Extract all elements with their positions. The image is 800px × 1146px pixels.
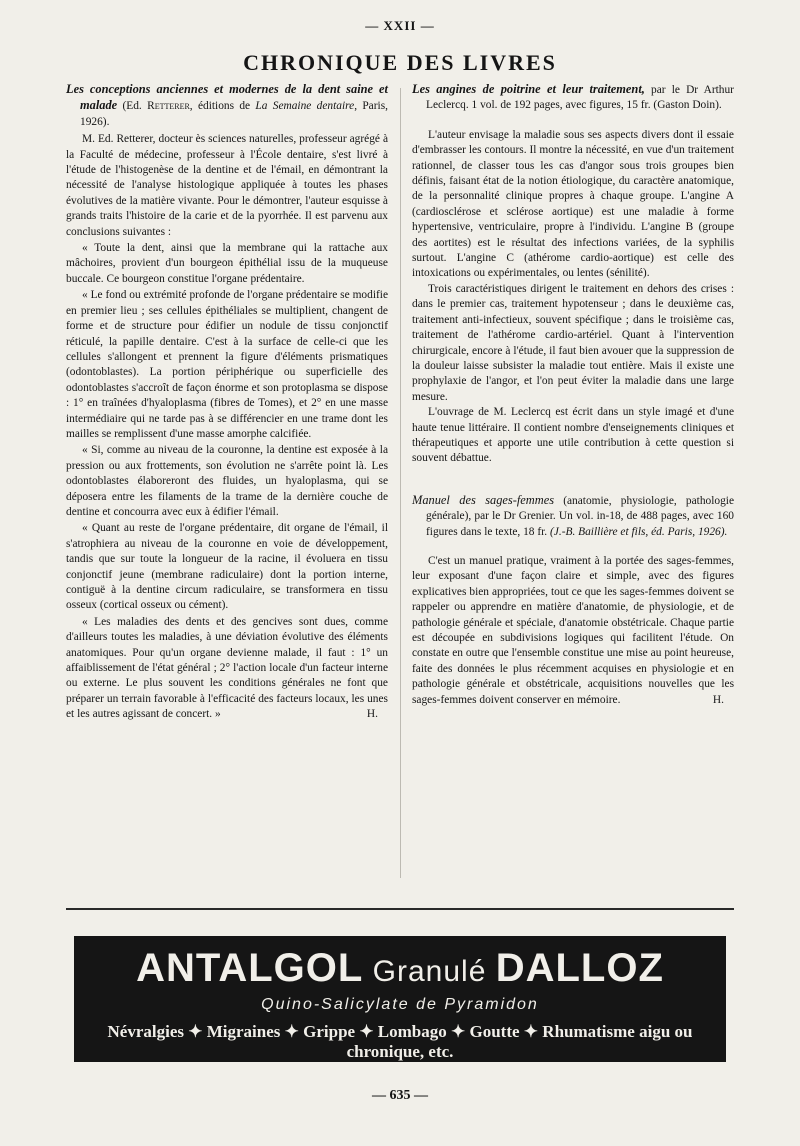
paragraph: L'ouvrage de M. Leclercq est écrit dans un style imagé et d'une haute tenue littéraire. Il contient nombre d'enseignements cliniques et thérapeutiques et apporte une utile contribution à cette question si souvent débattue. [412, 406, 734, 465]
ad-address: Echantillons : DALLOZ & Cie, 13, Boulᵈ de la Chapelle, PARIS [274, 1065, 526, 1074]
signature: H. [712, 693, 724, 706]
paragraph: M. Ed. Retterer, docteur ès sciences naturelles, professeur agrégé à la Faculté de médecine, professeur à l'École dentaire, s'est livré à l'étude de l'histogenèse de la dentine et de l'émail, en démontrant la nécessité de l'analyse histologique appliquée à toutes les phases évolutives de la matière vivante. Pour le démontrer, l'auteur esquisse à grands traits l'histoire de la carie et de la pyorrhée. Il est parvenu aux conclusions suivantes : [66, 133, 388, 238]
section-separator [66, 908, 734, 910]
page-roman-numeral: — XXII — [365, 18, 435, 33]
paragraph: « Le fond ou extrémité profonde de l'organe prédentaire se modifie en premier lieu ; ses cellules épithéliales se multiplient, changent de forme et de structure pour édifier un nodule de tissu conjonctif réticulé, la papille dentaire. C'est à la surface de celle-ci que les cellules s'allongent et prennent la figure d'éléments prismatiques (odontoblastes). La portion périphérique ou superficielle des odontoblastes s'accroît de façon énorme et son protoplasma se dispose : 1° en traînées d'hyaloplasma (fibres de Tomes), et 2° en une masse intermédiaire qui ne tarde pas à se différencier en une trame dont les mailles se remplissent d'une masse amorphe calcifiée. [66, 289, 388, 440]
paragraph: « Toute la dent, ainsi que la membrane qui la rattache aux mâchoires, provient d'un bourgeon épithélial issu de la muqueuse buccale. Ce bourgeon constitue l'organe prédentaire. [66, 242, 388, 285]
left-column [66, 82, 388, 723]
review-heading: Manuel des sages-femmes (anatomie, physiologie, pathologie générale), par le Dr Grenier. Un vol. in-18, de 488 pages, avec 160 figures dans le texte, 18 fr. (J.-B. Baillière et fils, éd. Paris, 1926). [412, 492, 735, 538]
review-heading: Les conceptions anciennes et modernes de la dent saine et malade (Ed. Retterer, éditions de La Semaine dentaire, Paris, 1926). [66, 82, 388, 128]
book-title: Les angines de poitrine et leur traitement, [412, 82, 645, 96]
author-name: Retterer [147, 100, 190, 113]
ad-granule: Granulé [363, 955, 496, 988]
review-heading: Les angines de poitrine et leur traitement, par le Dr Arthur Leclercq. 1 vol. de 192 pages, avec figures, 15 fr. (Gaston Doin). [412, 82, 734, 112]
paragraph: Trois caractéristiques dirigent le traitement en dehors des crises : dans le premier cas, traitement hypotenseur ; dans le deuxième cas, traitement anti-infectieux, souvent spécifique ; dans le troisième cas, traitement de l'athérome cardio-artériel. Quant à l'intervention chirurgicale, encore à l'étude, il faut bien avouer que la suppression de la douleur laisse subsister la maladie tout entière. Mais il existe une prophylaxie de l'angor, et l'on peut éviter la maladie dans une large mesure. [412, 282, 734, 403]
paragraph: « Les maladies des dents et des gencives sont dues, comme d'ailleurs toutes les maladies, à une déviation évolutive des éléments anatomiques. Pour qu'un organe devienne malade, il faut : 1° un affaiblissement de l'état général ; 2° l'action locale d'un facteur interne ou externe. Le plus souvent les conditions générales ne font que préparer un terrain favorable à l'efficacité des facteurs locaux, les unes et les autres agissant de concert. » H. [66, 615, 388, 723]
advertisement-banner [74, 936, 726, 1074]
ad-brand: ANTALGOL [136, 946, 364, 990]
journal-name: La Semaine dentaire [255, 100, 355, 113]
paragraph: « Quant au reste de l'organe prédentaire, dit organe de l'émail, il s'atrophiera au niveau de la couronne en voie de développement, tandis que sur toute la longueur de la racine, il évoluera en tissu conjonctif jeune (membrane radiculaire) dont la portion interne, contiguë à la dentine circum radiculaire, se transformera en tissu osseux (cortical osseux ou cément). [66, 522, 388, 612]
book-title: Les conceptions anciennes et modernes de la dent saine et malade [66, 82, 388, 113]
ad-maker: DALLOZ [495, 946, 664, 990]
signature: H. [366, 708, 378, 721]
ad-indications: Névralgies ✦ Migraines ✦ Grippe ✦ Lombago ✦ Goutte ✦ Rhumatisme aigu ou chronique, etc. [107, 1022, 693, 1061]
paragraph: C'est un manuel pratique, vraiment à la portée des sages-femmes, leur exposant d'une façon claire et simple, avec des figures explicatives bien appropriées, tout ce que les sages-femmes doivent se rappeler ou apprendre en matière d'anatomie, de physiologie, et de pathologie générale et spéciale, d'anatomie obstétricale. Chaque partie est découpée en subdivisions logiques qui facilitent l'étude. On constate en outre que l'ensemble constitue une mise au point heureuse, faite des données le plus récemment acquises en physiologie et en pathologie générale et obstétricale, acquisitions nouvelles que les sages-femmes doivent conserver en mémoire. H. [412, 554, 734, 708]
page-number: — 635 — [372, 1088, 428, 1103]
book-title: Manuel des sages-femmes [412, 492, 555, 507]
right-column [412, 82, 734, 708]
paragraph: « Si, comme au niveau de la couronne, la dentine est exposée à la pression ou aux frottements, son évolution ne s'arrête point là. Les odontoblastes élaboreront des fluides, un hyaloplasma, qui se déposera entre les filaments de la trame de la dernière couche de dentine et concourra avec eux à édifier l'émail. [66, 444, 388, 518]
paragraph: L'auteur envisage la maladie sous ses aspects divers dont il essaie d'embrasser les contours. Il montre la nécessité, en vue d'un traitement rationnel, de classer tous les cas d'angor sous trois groupes bien définis, faisant état de la notion étiologique, du caractère anatomique, de la personnalité clinique propres à chaque groupe. L'angine A (cardiosclérose et sclérose aortique) est une maladie à forme hypertensive, ventriculaire, propre à l'individu. L'angine B (groupe des aortites) est le résultat des infections variées, de la syphilis surtout. L'angine C (athérome cardio-aortique) est celle des intoxications ou expérimentales, ou lentes (sénilité). [412, 128, 734, 280]
publisher: (J.-B. Baillière et fils, éd. Paris, 1926). [547, 525, 728, 538]
ad-subtitle: Quino-Salicylate de Pyramidon [261, 996, 539, 1013]
column-divider [400, 88, 401, 878]
section-title: CHRONIQUE DES LIVRES [243, 50, 557, 75]
ad-headline [74, 946, 726, 994]
